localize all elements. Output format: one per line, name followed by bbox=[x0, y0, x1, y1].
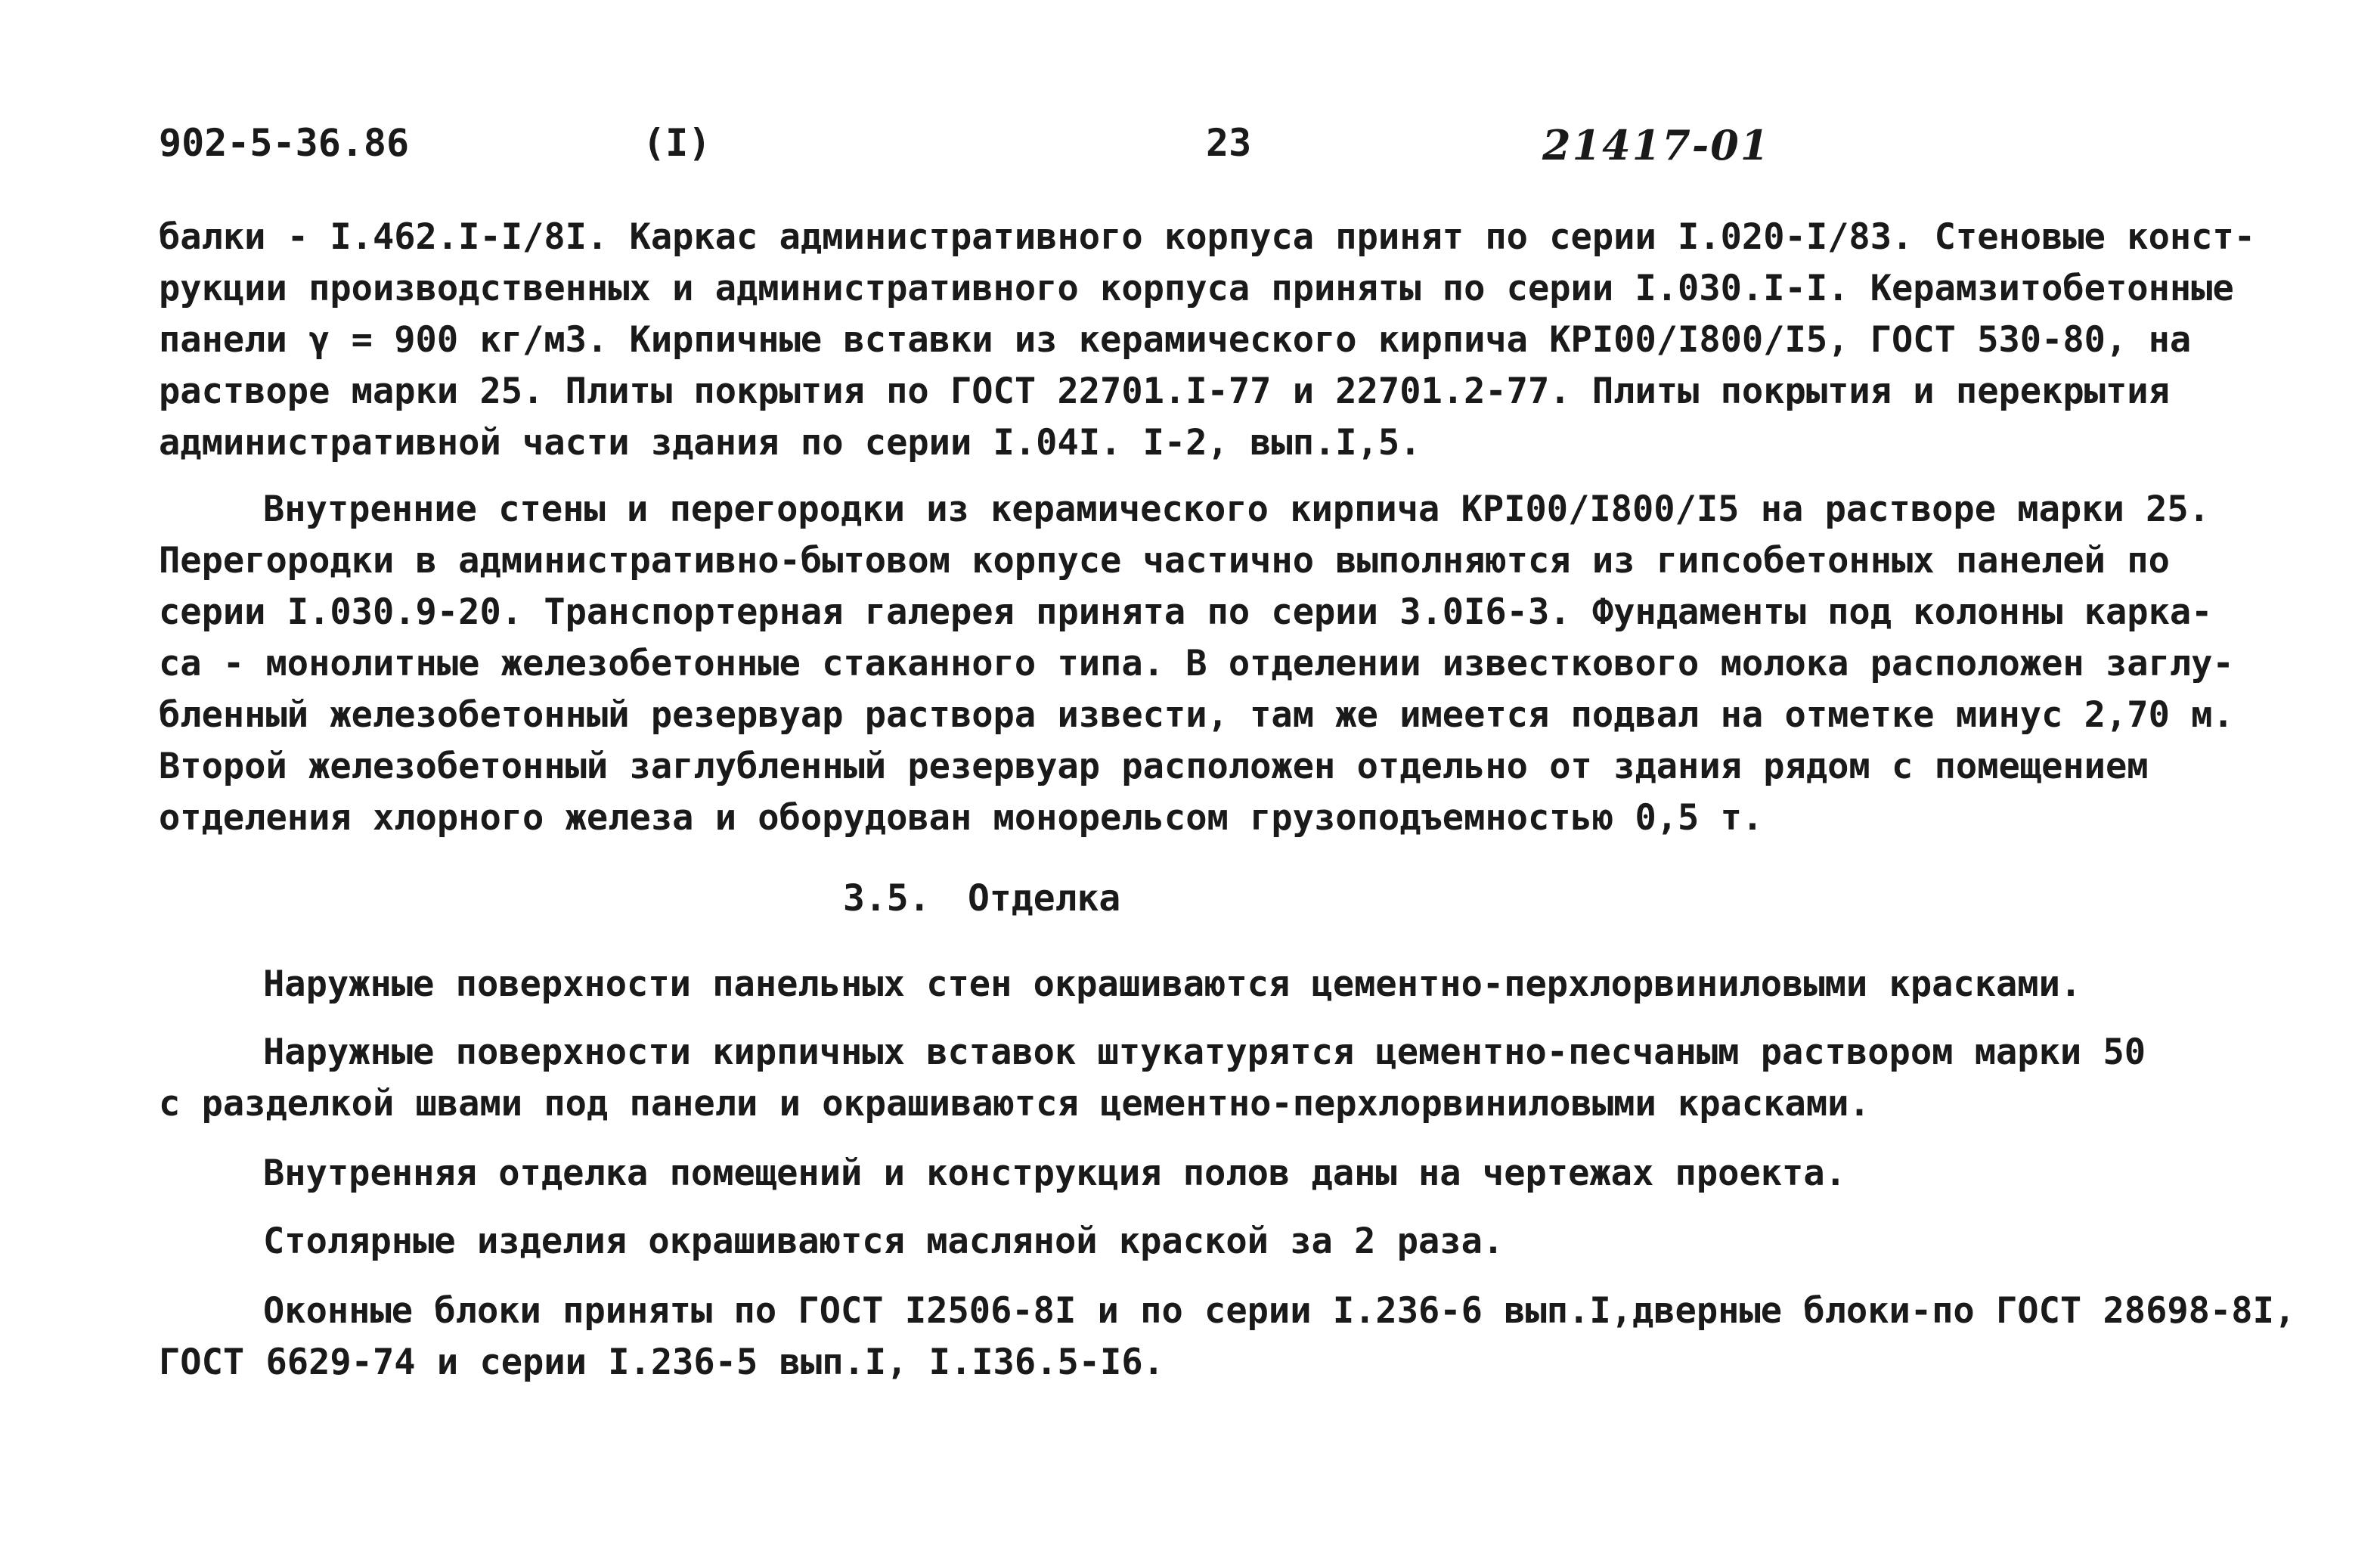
paragraph-joinery bbox=[159, 1216, 2245, 1267]
text-line: Перегородки в административно-бытовом корпусе частично выполняются из гипсобетонных панелей по bbox=[159, 540, 2170, 582]
document-part: (I) bbox=[643, 121, 711, 165]
text-line: Внутренние стены и перегородки из керамического кирпича КРI00/I800/I5 на растворе марки 25. bbox=[263, 489, 2210, 530]
page-header bbox=[0, 121, 2380, 174]
text-line: серии I.030.9-20. Транспортерная галерея принята по серии 3.0I6-3. Фундаменты под колонны карка- bbox=[159, 591, 2213, 633]
text-line: растворе марки 25. Плиты покрытия по ГОСТ 22701.I-77 и 22701.2-77. Плиты покрытия и перекрытия bbox=[159, 371, 2170, 412]
handwritten-reference: 21417-01 bbox=[1542, 121, 1771, 169]
text-line: административной части здания по серии I.04I. I-2, вып.I,5. bbox=[159, 422, 1421, 464]
section-number: 3.5. bbox=[843, 877, 931, 920]
text-line: балки - I.462.I-I/8I. Каркас административного корпуса принят по серии I.020-I/83. Стеновые конст- bbox=[159, 216, 2256, 258]
paragraph-brick-inserts bbox=[159, 1027, 2245, 1130]
text-line: Наружные поверхности кирпичных вставок штукатурятся цементно-песчаным раствором марки 50 bbox=[263, 1031, 2146, 1073]
paragraph-panel-walls bbox=[159, 959, 2245, 1010]
text-line: са - монолитные железобетонные стаканного типа. В отделении известкового молока расположен заглу- bbox=[159, 643, 2234, 684]
text-line: ГОСТ 6629-74 и серии I.236-5 вып.I, I.I36.5-I6. bbox=[159, 1342, 1164, 1383]
paragraph-interior bbox=[159, 1148, 2245, 1199]
text-line: рукции производственных и административного корпуса приняты по серии I.030.I-I. Керамзитобетонные bbox=[159, 268, 2234, 309]
text-line: Внутренняя отделка помещений и конструкция полов даны на чертежах проекта. bbox=[263, 1152, 1846, 1194]
text-line: с разделкой швами под панели и окрашиваются цементно-перхлорвиниловыми красками. bbox=[159, 1083, 1870, 1125]
paragraph-windows-doors bbox=[159, 1286, 2296, 1388]
document-code: 902-5-36.86 bbox=[159, 121, 410, 165]
section-title: Отделка bbox=[968, 877, 1121, 920]
text-line: Наружные поверхности панельных стен окрашиваются цементно-перхлорвиниловыми красками. bbox=[263, 963, 2082, 1005]
paragraph-structures bbox=[159, 212, 2256, 469]
text-line: Второй железобетонный заглубленный резервуар расположен отдельно от здания рядом с помещением bbox=[159, 746, 2149, 787]
text-line: Столярные изделия окрашиваются масляной краской за 2 раза. bbox=[263, 1221, 1505, 1262]
text-line: отделения хлорного железа и оборудован монорельсом грузоподъемностью 0,5 т. bbox=[159, 797, 1764, 839]
page-number: 23 bbox=[1206, 121, 1252, 165]
paragraph-walls bbox=[159, 484, 2245, 844]
text-line: панели γ = 900 кг/м3. Кирпичные вставки из керамического кирпича КРI00/I800/I5, ГОСТ 530-80, на bbox=[159, 319, 2192, 361]
text-line: бленный железобетонный резервуар раствора извести, там же имеется подвал на отметке минус 2,70 м. bbox=[159, 694, 2234, 736]
text-line: Оконные блоки приняты по ГОСТ I2506-8I и по серии I.236-6 вып.I,дверные блоки-по ГОСТ 28698-8I, bbox=[263, 1290, 2296, 1332]
